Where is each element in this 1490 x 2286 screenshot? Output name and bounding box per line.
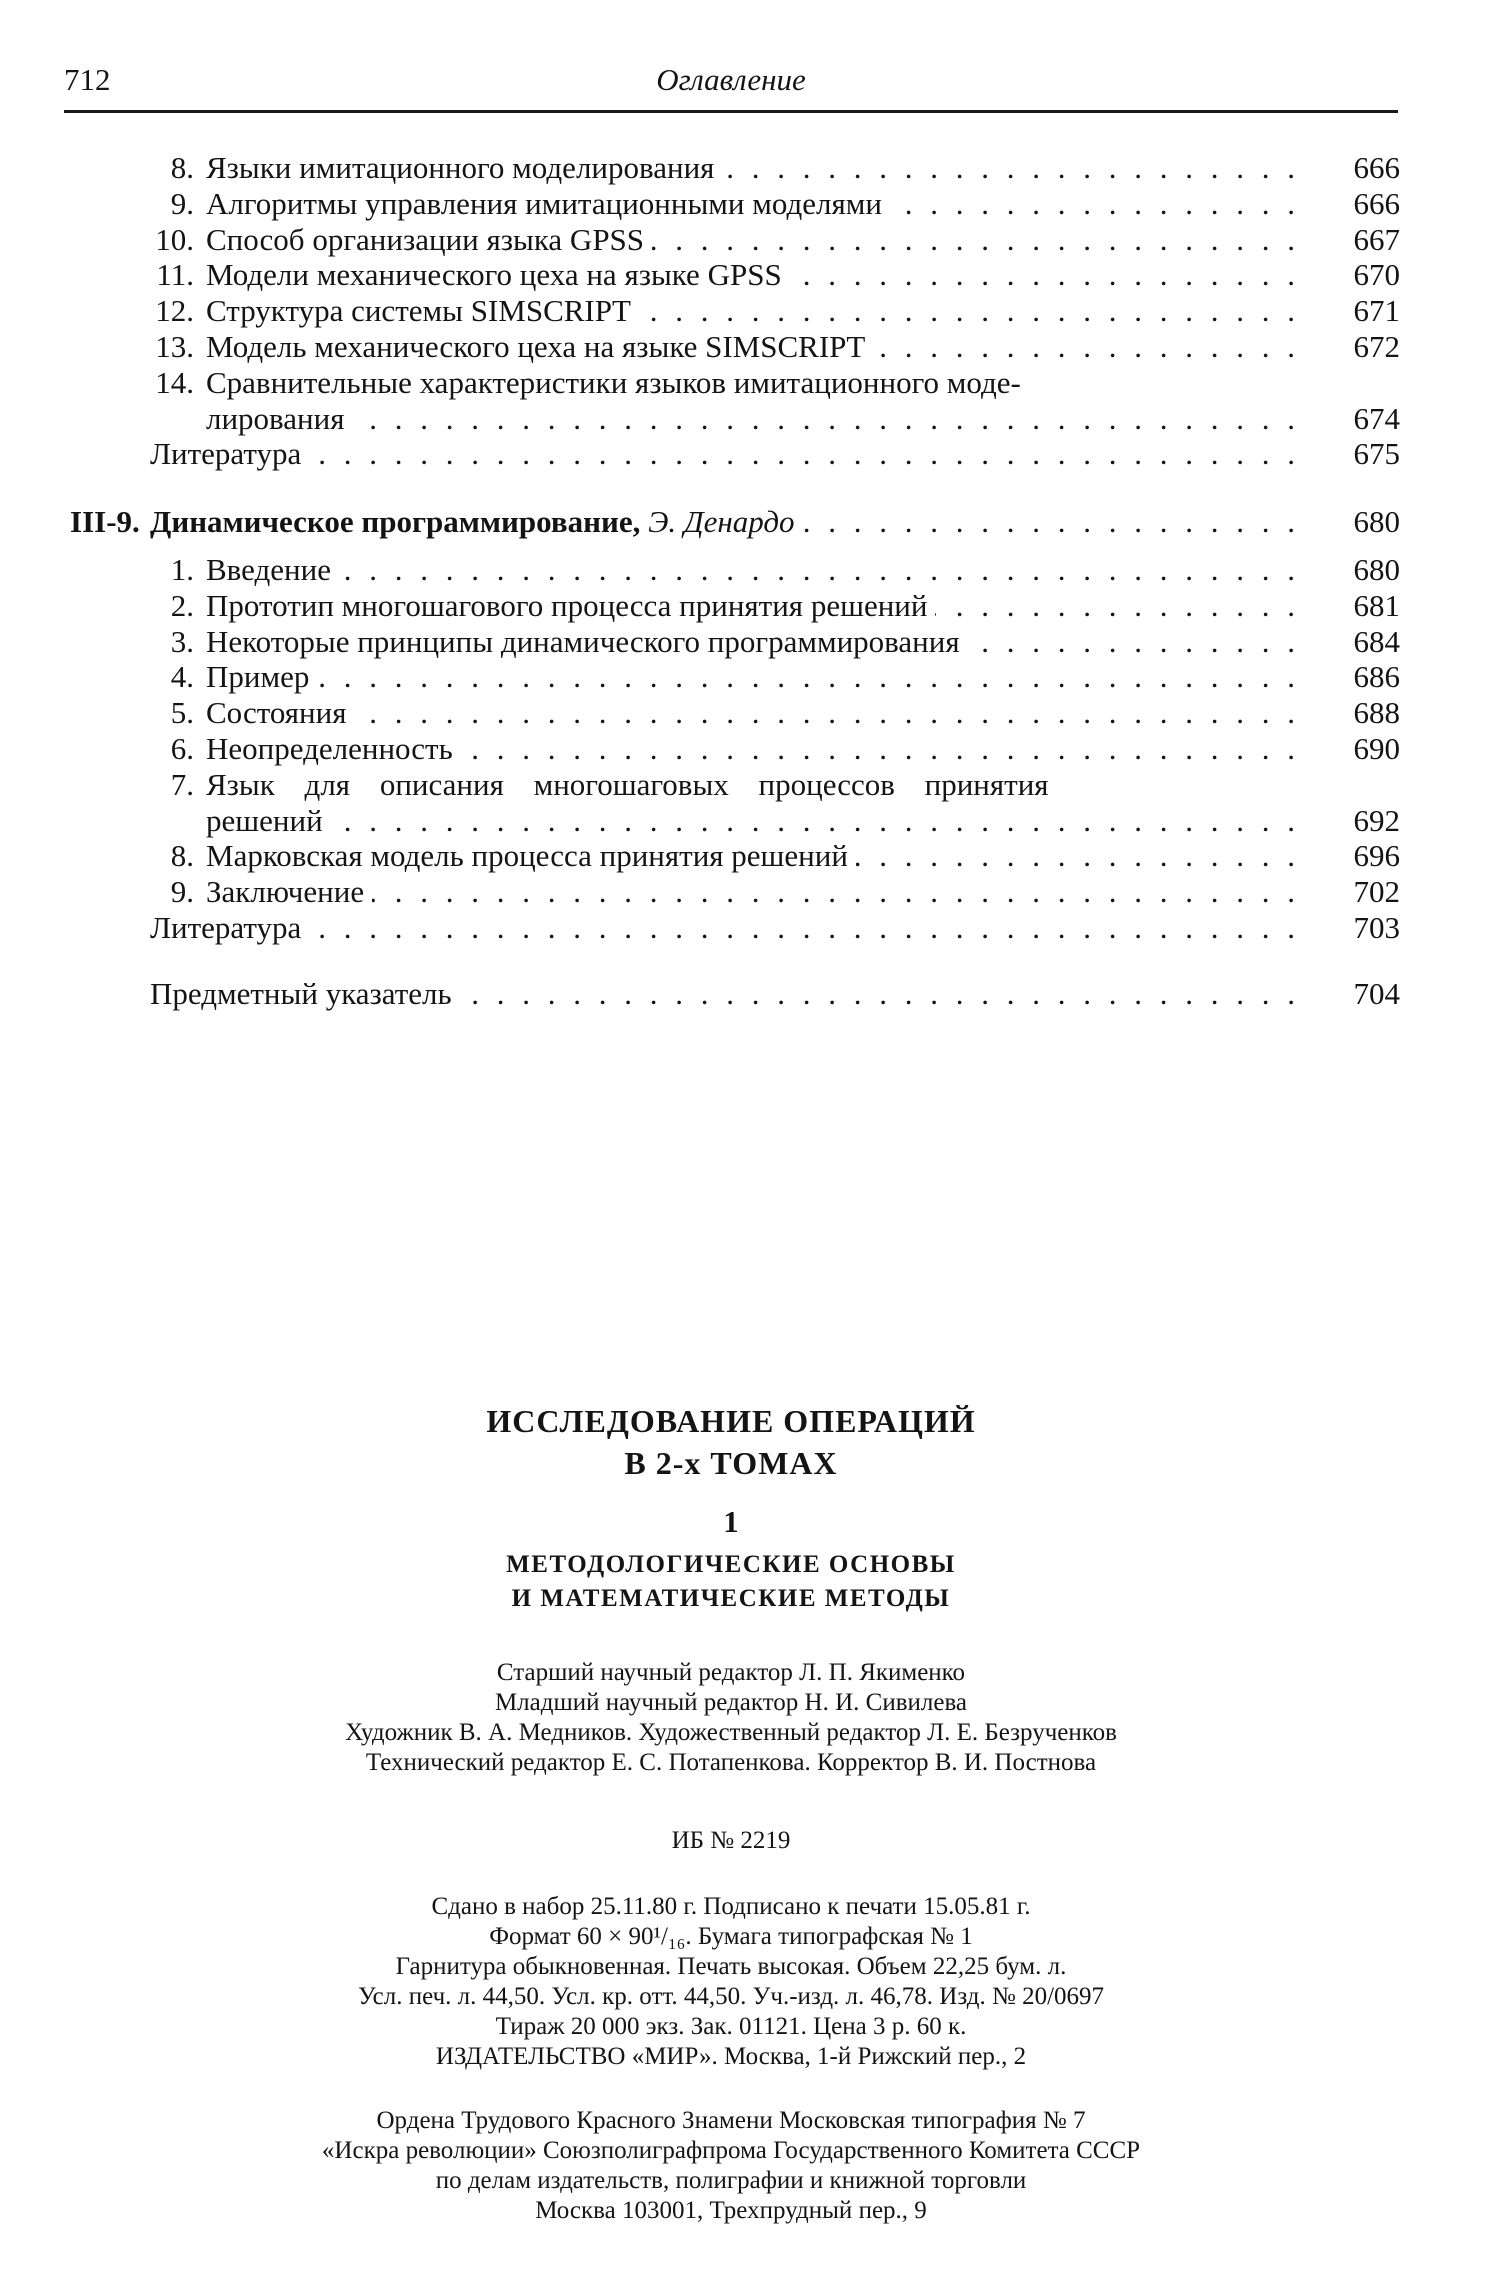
chapter-author: Э. Денардо <box>648 504 795 540</box>
toc-entry-continuation <box>150 803 1400 839</box>
chapter-page: 680 <box>1353 504 1400 540</box>
page-number: 712 <box>64 62 111 97</box>
book-subtitle-line2: И МАТЕМАТИЧЕСКИЕ МЕТОДЫ <box>511 1585 951 1612</box>
toc-entry <box>150 222 1400 258</box>
entry-page: 686 <box>1353 659 1400 695</box>
toc-entry <box>150 659 1400 695</box>
printer-details <box>64 2106 1398 2226</box>
entry-title: Заключение <box>206 874 372 909</box>
entry-number: 9. <box>170 185 194 221</box>
book-title-line1: ИССЛЕДОВАНИЕ ОПЕРАЦИЙ <box>486 1403 976 1439</box>
entry-title: Состояния <box>206 695 354 730</box>
credit-line: Младший научный редактор Н. И. Сивилева <box>494 1689 968 1716</box>
entry-title: Модели механического цеха на языке GPSS <box>206 257 790 292</box>
toc-entry <box>150 186 1400 222</box>
book-title-line2: В 2-х ТОМАХ <box>624 1445 838 1481</box>
credit-line: Старший научный редактор Л. П. Якименко <box>496 1659 966 1686</box>
entry-title: Способ организации языка GPSS <box>206 222 652 257</box>
toc-entry <box>150 552 1400 588</box>
index-title: Предметный указатель <box>150 976 460 1011</box>
table-of-contents <box>70 150 1400 1012</box>
entry-title: Литература <box>150 436 309 471</box>
entry-number: 7. <box>170 766 194 802</box>
entry-number: 9. <box>170 874 194 910</box>
toc-entry <box>150 329 1400 365</box>
entry-title-continuation: решений <box>206 803 331 838</box>
entry-title: Прототип многошагового процесса принятия решений <box>206 588 935 623</box>
toc-entry <box>150 293 1400 329</box>
entry-title: Модель механического цеха на языке SIMSCRIPT <box>206 329 873 364</box>
entry-page: 690 <box>1353 730 1400 766</box>
editorial-credits <box>64 1658 1398 1778</box>
toc-entry <box>150 588 1400 624</box>
entry-page: 674 <box>1353 400 1400 436</box>
entry-title: Сравнительные характеристики языков имитационного моде- <box>206 364 1021 400</box>
toc-entry <box>150 257 1400 293</box>
toc-entry <box>150 150 1400 186</box>
entry-page: 688 <box>1353 695 1400 731</box>
chapter-number: III-9. <box>70 504 140 540</box>
chapter-title: Динамическое программирование, <box>150 504 641 540</box>
header-rule <box>64 110 1398 113</box>
publishing-details <box>64 1892 1398 2072</box>
entry-page: 681 <box>1353 587 1400 623</box>
entry-number: 3. <box>170 623 194 659</box>
entry-number: 2. <box>170 587 194 623</box>
entry-title: Алгоритмы управления имитационными моделями <box>206 186 890 221</box>
toc-entry-continuation <box>150 401 1400 437</box>
entry-title: Литература <box>150 910 309 945</box>
publishing-line: ИЗДАТЕЛЬСТВО «МИР». Москва, 1-й Рижский пер., 2 <box>435 2043 1027 2070</box>
entry-title: Структура системы SIMSCRIPT <box>206 293 639 328</box>
entry-number: 13. <box>155 328 194 364</box>
entry-page: 671 <box>1353 293 1400 329</box>
toc-entry <box>150 365 1400 401</box>
entry-number: 6. <box>170 730 194 766</box>
toc-index-entry <box>150 976 1400 1012</box>
entry-page: 702 <box>1353 874 1400 910</box>
entry-number: 8. <box>170 150 194 185</box>
entry-page: 692 <box>1353 802 1400 838</box>
book-subtitle-line1: МЕТОДОЛОГИЧЕСКИЕ ОСНОВЫ <box>506 1551 956 1578</box>
toc-entry <box>150 695 1400 731</box>
running-title: Оглавление <box>656 62 806 97</box>
entry-page: 667 <box>1353 221 1400 257</box>
entry-number: 5. <box>170 695 194 731</box>
running-header <box>64 62 1398 114</box>
toc-entry <box>150 910 1400 946</box>
publishing-line: Усл. печ. л. 44,50. Усл. кр. отт. 44,50. Уч.-изд. л. 46,78. Изд. № 20/0697 <box>357 1983 1105 2010</box>
entry-number: 10. <box>155 221 194 257</box>
entry-number: 8. <box>170 838 194 874</box>
ib-number: ИБ № 2219 <box>671 1827 791 1854</box>
imprint <box>64 1400 1398 2226</box>
publishing-line: Сдано в набор 25.11.80 г. Подписано к печати 15.05.81 г. <box>431 1893 1031 1920</box>
printer-line: по делам издательств, полиграфии и книжной торговли <box>435 2167 1027 2194</box>
entry-page: 666 <box>1353 150 1400 185</box>
entry-title: Неопределенность <box>206 731 461 766</box>
entry-title: Пример <box>206 659 317 694</box>
toc-entry <box>150 838 1400 874</box>
publishing-line: Тираж 20 000 экз. Зак. 01121. Цена 3 р. 60 к. <box>495 2013 967 2040</box>
entry-page: 672 <box>1353 328 1400 364</box>
entry-title: Язык для описания многошаговых процессов принятия <box>206 766 1049 802</box>
printer-line: Ордена Трудового Красного Знамени Московская типография № 7 <box>376 2107 1086 2134</box>
entry-number: 14. <box>155 364 194 400</box>
printer-line: «Искра революции» Союзполиграфпрома Государственного Комитета СССР <box>321 2137 1141 2164</box>
toc-entry <box>150 874 1400 910</box>
toc-entry <box>150 767 1400 803</box>
publishing-line: Формат 60 × 90¹/₁₆. Бумага типографская № 1 <box>489 1923 973 1950</box>
toc-entry <box>150 624 1400 660</box>
entry-page: 703 <box>1353 909 1400 945</box>
entry-number: 4. <box>170 659 194 695</box>
entry-page: 666 <box>1353 185 1400 221</box>
entry-number: 12. <box>155 293 194 329</box>
entry-title: Некоторые принципы динамического программирования <box>206 624 968 659</box>
entry-number: 1. <box>170 551 194 587</box>
entry-number: 11. <box>156 257 194 293</box>
credit-line: Технический редактор Е. С. Потапенкова. Корректор В. И. Постнова <box>365 1749 1097 1776</box>
entry-title: Введение <box>206 552 339 587</box>
entry-page: 680 <box>1353 551 1400 587</box>
toc-entry <box>150 436 1400 472</box>
toc-chapter <box>70 504 1400 540</box>
book-volume: 1 <box>723 1504 739 1539</box>
printer-line: Москва 103001, Трехпрудный пер., 9 <box>535 2197 927 2224</box>
entry-page: 684 <box>1353 623 1400 659</box>
toc-entry <box>150 731 1400 767</box>
entry-page: 696 <box>1353 838 1400 874</box>
credit-line: Художник В. А. Медников. Художественный редактор Л. Е. Безрученков <box>345 1719 1117 1746</box>
publishing-line: Гарнитура обыкновенная. Печать высокая. Объем 22,25 бум. л. <box>395 1953 1067 1980</box>
entry-title: Марковская модель процесса принятия решений <box>206 838 856 873</box>
entry-page: 670 <box>1353 257 1400 293</box>
entry-page: 675 <box>1353 436 1400 472</box>
entry-title: Языки имитационного моделирования <box>206 150 722 185</box>
index-page: 704 <box>1353 975 1400 1011</box>
entry-title-continuation: лирования <box>206 401 353 436</box>
